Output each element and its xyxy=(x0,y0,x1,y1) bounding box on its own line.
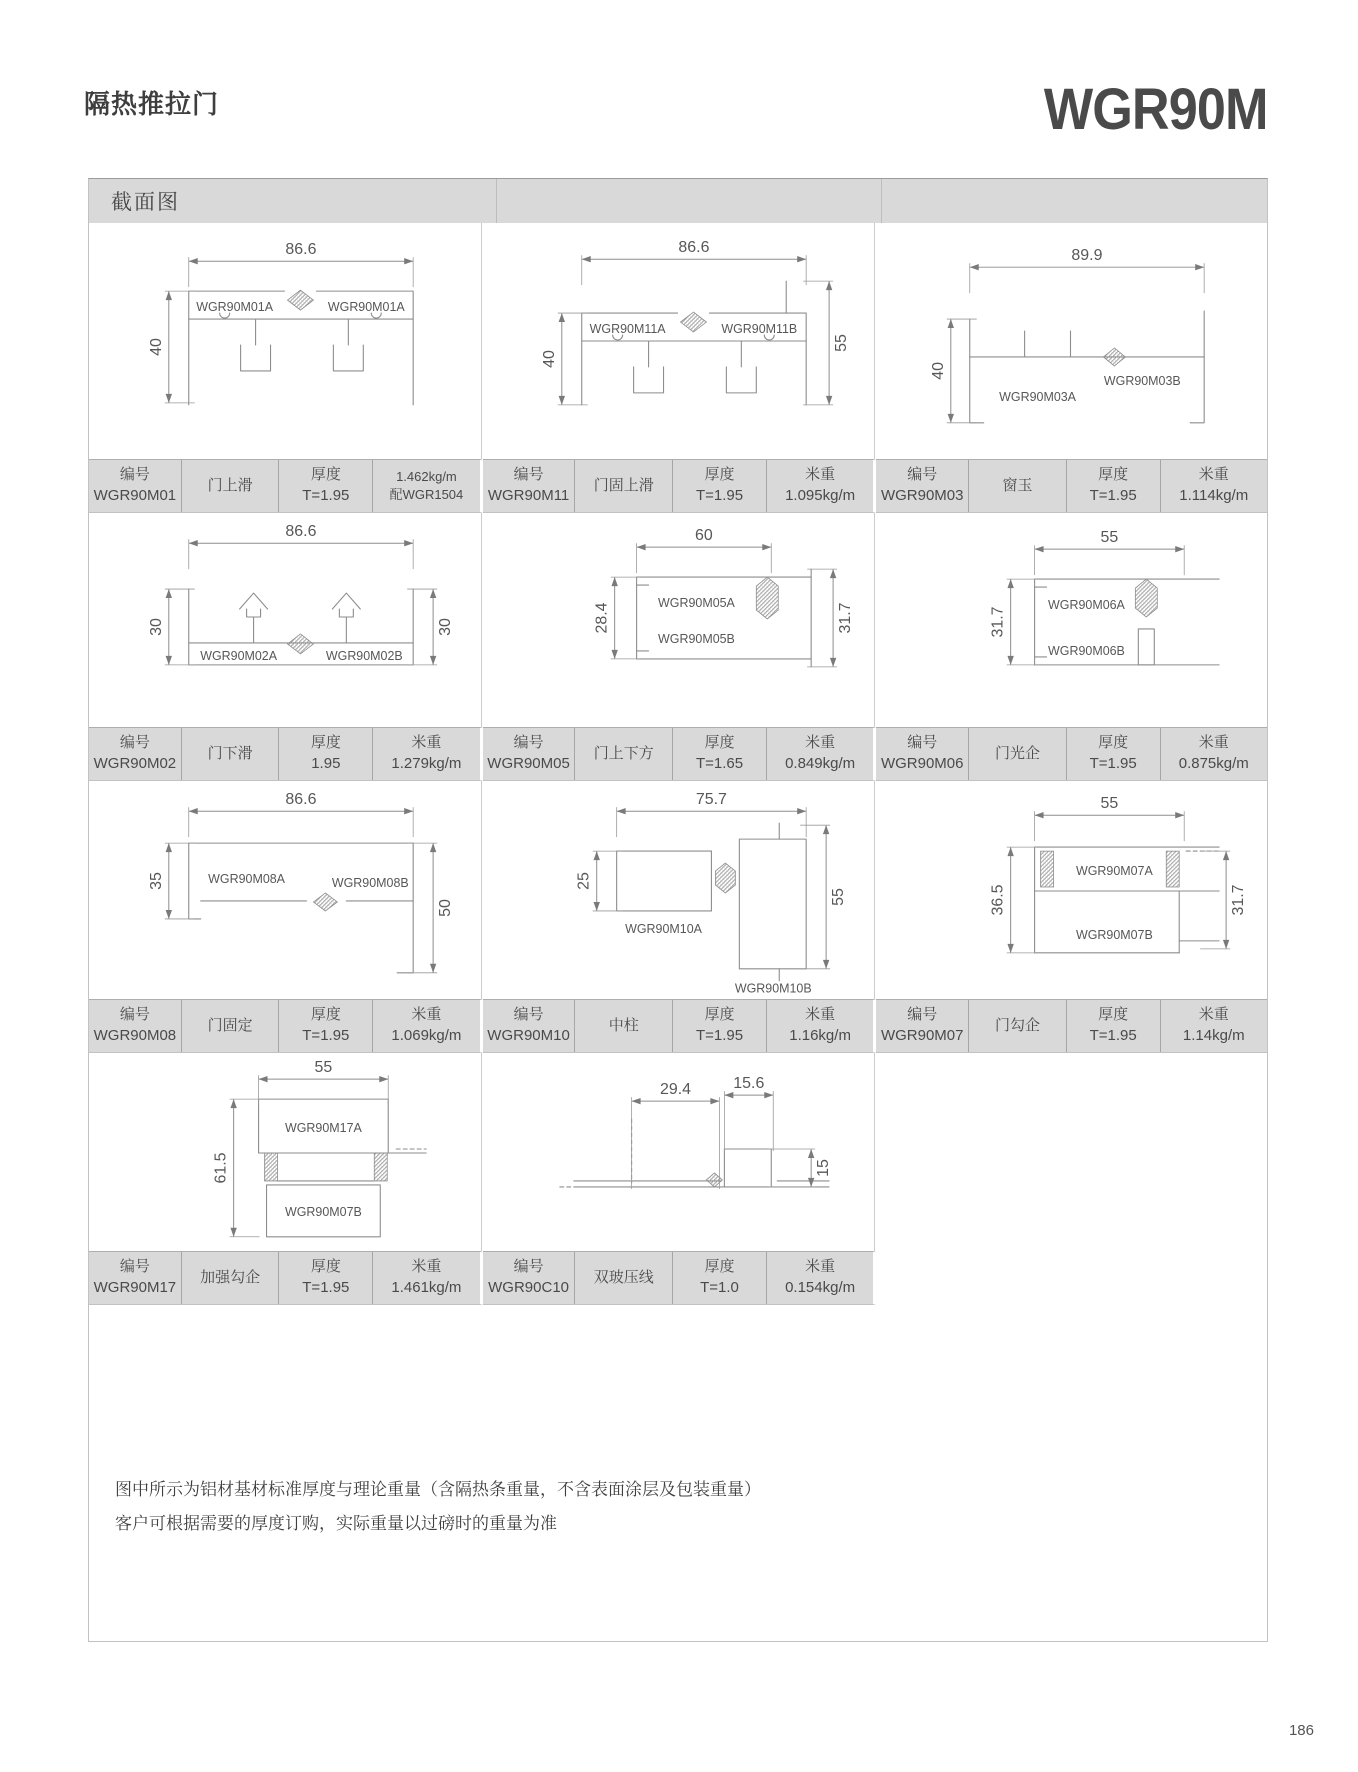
spec-group xyxy=(876,999,1267,1053)
name-cell xyxy=(574,1252,672,1304)
weight-cell xyxy=(766,1000,873,1052)
section-header: 截面图 xyxy=(111,191,180,214)
dimension-value: 55 xyxy=(830,888,848,906)
cell-text: 厚度 xyxy=(704,734,735,752)
drawing-cell xyxy=(482,223,875,459)
cell-text: 门固上滑 xyxy=(593,476,654,494)
cell-text: 1.095kg/m xyxy=(785,487,856,504)
drawing-row xyxy=(89,1053,1267,1251)
drawing-cell xyxy=(875,1053,1267,1251)
cell-text: 编号 xyxy=(119,1258,150,1276)
profile-label: WGR90M06B xyxy=(1048,643,1125,658)
profile-label: WGR90M03A xyxy=(999,389,1076,404)
name-cell xyxy=(574,1000,672,1052)
weight-cell xyxy=(372,1252,479,1304)
spec-row xyxy=(89,999,1267,1053)
dimension-value: 75.7 xyxy=(695,791,727,809)
dimension-value: 40 xyxy=(147,338,165,356)
cell-text: 门上下方 xyxy=(593,744,654,762)
spec-row xyxy=(89,1251,1267,1305)
weight-cell xyxy=(766,1252,873,1304)
cell-text: 0.849kg/m xyxy=(785,755,856,772)
cell-text: 米重 xyxy=(805,466,836,484)
cell-text: 窗玉 xyxy=(1002,476,1033,494)
drawing-cell xyxy=(482,781,875,999)
cell-text: 米重 xyxy=(411,1258,442,1276)
dimension-value: 31.7 xyxy=(989,606,1007,638)
drawing-row xyxy=(89,223,1267,459)
dimension-value: 86.6 xyxy=(285,523,317,541)
footnotes xyxy=(89,1305,1267,1541)
table-header-cell xyxy=(497,179,883,223)
spec-group xyxy=(483,999,877,1053)
dimension-value: 55 xyxy=(1100,795,1119,813)
profile-label: WGR90M03B xyxy=(1103,373,1181,388)
dimension-value: 50 xyxy=(437,899,455,917)
cell-text: 米重 xyxy=(1198,1006,1229,1024)
cell-text: WGR90M05 xyxy=(487,755,570,772)
table-header-row xyxy=(89,179,1267,223)
profile-label: WGR90M05A xyxy=(658,596,735,611)
profile-label: WGR90M06A xyxy=(1048,598,1125,613)
table-header-cell xyxy=(882,179,1267,223)
page-number: 186 xyxy=(1288,1722,1314,1739)
dimension-value: 55 xyxy=(314,1059,333,1077)
cell-text: 厚度 xyxy=(704,1006,735,1024)
cell-text: 1.114kg/m xyxy=(1179,487,1249,504)
code-cell xyxy=(89,1000,181,1052)
cell-text: 门下滑 xyxy=(207,744,253,762)
cell-text: 1.462kg/m xyxy=(396,468,457,484)
code-cell xyxy=(89,460,181,512)
cell-text: 编号 xyxy=(119,466,150,484)
dimension-value: 31.7 xyxy=(1230,884,1248,916)
cell-text: T=1.95 xyxy=(695,487,744,504)
spec-row xyxy=(89,459,1267,513)
dimension-value: 28.4 xyxy=(593,602,611,634)
cell-text: 编号 xyxy=(119,734,150,752)
cell-text: T=1.95 xyxy=(302,487,350,504)
dimension-value: 30 xyxy=(147,618,165,636)
cell-text: 双玻压线 xyxy=(593,1268,654,1286)
code-cell xyxy=(483,460,575,512)
dimension-value: 89.9 xyxy=(1071,247,1103,265)
cell-text: 编号 xyxy=(513,1006,544,1024)
cell-text: 编号 xyxy=(513,466,544,484)
code-cell xyxy=(483,728,575,780)
profile-label: WGR90M10B xyxy=(734,981,812,996)
spec-group xyxy=(876,727,1267,781)
table-body xyxy=(89,223,1267,1305)
cell-text: WGR90M06 xyxy=(880,755,964,772)
profile-drawing xyxy=(89,223,481,459)
code-cell xyxy=(876,1000,968,1052)
profile-label: WGR90M11B xyxy=(721,322,798,337)
cell-text: 编号 xyxy=(119,1006,150,1024)
cell-text: 编号 xyxy=(907,1006,938,1024)
cell-text: WGR90M08 xyxy=(93,1027,177,1044)
cell-text: 1.95 xyxy=(311,755,341,772)
profile-label: WGR90M11A xyxy=(589,322,666,337)
dimension-value: 35 xyxy=(147,872,165,890)
drawing-cell xyxy=(89,513,482,727)
cell-text: 门固定 xyxy=(207,1016,253,1034)
cell-text: WGR90M03 xyxy=(880,487,964,504)
drawing-cell xyxy=(482,513,875,727)
cell-text: 编号 xyxy=(513,1258,544,1276)
code-cell xyxy=(483,1000,575,1052)
drawing-row xyxy=(89,781,1267,999)
cell-text: WGR90M01 xyxy=(93,487,177,504)
profile-drawing xyxy=(89,1053,481,1251)
cell-text: T=1.95 xyxy=(1089,755,1137,772)
profile-drawing xyxy=(875,781,1267,999)
cell-text: T=1.95 xyxy=(302,1279,350,1296)
thickness-cell xyxy=(278,1252,372,1304)
drawing-cell xyxy=(482,1053,875,1251)
weight-cell xyxy=(372,460,479,512)
profile-label: WGR90M08B xyxy=(331,876,409,891)
drawing-cell xyxy=(89,1053,482,1251)
cell-text: 厚度 xyxy=(310,1258,341,1276)
weight-cell xyxy=(372,1000,479,1052)
thickness-cell xyxy=(278,728,372,780)
spec-group xyxy=(89,727,483,781)
weight-cell xyxy=(1160,1000,1267,1052)
dimension-value: 86.6 xyxy=(678,239,710,257)
cell-text: 1.14kg/m xyxy=(1182,1027,1245,1044)
name-cell xyxy=(181,728,279,780)
cell-text: 米重 xyxy=(411,1006,442,1024)
thickness-cell xyxy=(672,1252,766,1304)
cell-text: T=1.0 xyxy=(700,1279,739,1296)
dimension-value: 40 xyxy=(929,362,947,380)
name-cell xyxy=(181,1252,279,1304)
cell-text: 门勾企 xyxy=(994,1016,1040,1034)
cell-text: 0.875kg/m xyxy=(1178,755,1249,772)
dimension-value: 15.6 xyxy=(733,1075,765,1093)
profile-label: WGR90M01A xyxy=(327,300,405,315)
code-cell xyxy=(876,460,968,512)
note-line: 图中所示为铝材基材标准厚度与理论重量（含隔热条重量，不含表面涂层及包装重量） xyxy=(115,1480,761,1499)
spec-group xyxy=(483,727,877,781)
cell-text: 厚度 xyxy=(704,1258,735,1276)
cell-text: 厚度 xyxy=(310,734,341,752)
name-cell xyxy=(574,460,672,512)
drawing-row xyxy=(89,513,1267,727)
dimension-value: 86.6 xyxy=(285,241,317,259)
spec-group xyxy=(89,999,483,1053)
weight-cell xyxy=(1160,728,1267,780)
profile-drawing xyxy=(875,223,1267,459)
dimension-value: 31.7 xyxy=(837,602,855,634)
cell-text: 1.16kg/m xyxy=(789,1027,851,1044)
cell-text: T=1.95 xyxy=(1089,487,1137,504)
profile-label: WGR90M02B xyxy=(325,648,403,663)
cell-text: 米重 xyxy=(1198,734,1229,752)
note-line: 客户可根据需要的厚度订购，实际重量以过磅时的重量为准 xyxy=(115,1514,557,1533)
cell-text: T=1.95 xyxy=(1089,1027,1137,1044)
thickness-cell xyxy=(278,1000,372,1052)
spec-group xyxy=(89,459,483,513)
cell-text: 门光企 xyxy=(994,744,1040,762)
name-cell xyxy=(181,460,279,512)
spec-group xyxy=(876,459,1267,513)
cell-text: 0.154kg/m xyxy=(785,1279,856,1296)
dimension-value: 40 xyxy=(540,350,558,368)
cell-text: T=1.65 xyxy=(695,755,744,772)
cell-text: 加强勾企 xyxy=(200,1268,261,1286)
cell-text: 厚度 xyxy=(1098,1006,1129,1024)
thickness-cell xyxy=(672,1000,766,1052)
cell-text: 编号 xyxy=(907,466,938,484)
profile-label: WGR90M10A xyxy=(625,921,702,936)
profile-label: WGR90M02A xyxy=(200,648,278,663)
spec-group-empty xyxy=(876,1251,1267,1305)
cell-text: 门上滑 xyxy=(207,476,253,494)
cell-text: WGR90M11 xyxy=(487,487,570,504)
dimension-value: 30 xyxy=(437,618,455,636)
profile-label: WGR90M07A xyxy=(1075,864,1153,879)
weight-cell xyxy=(766,728,873,780)
drawing-cell xyxy=(875,513,1267,727)
profile-drawing xyxy=(482,1053,874,1251)
name-cell xyxy=(968,728,1066,780)
dimension-value: 61.5 xyxy=(212,1152,230,1184)
page-title: 隔热推拉门 xyxy=(84,89,220,119)
dimension-value: 86.6 xyxy=(285,791,317,809)
thickness-cell xyxy=(672,728,766,780)
drawing-cell xyxy=(875,223,1267,459)
thickness-cell xyxy=(278,460,372,512)
cell-text: 米重 xyxy=(411,734,442,752)
cell-text: WGR90M07 xyxy=(880,1027,964,1044)
model-code: WGR90M xyxy=(1044,77,1268,142)
name-cell xyxy=(181,1000,279,1052)
profile-label: WGR90M05B xyxy=(658,631,735,646)
thickness-cell xyxy=(1066,1000,1160,1052)
weight-cell xyxy=(766,460,873,512)
thickness-cell xyxy=(1066,460,1160,512)
profile-drawing xyxy=(482,781,874,999)
cell-text: 厚度 xyxy=(310,466,341,484)
cell-text: WGR90M02 xyxy=(93,755,177,772)
cell-text: WGR90M17 xyxy=(93,1279,177,1296)
dimension-value: 25 xyxy=(575,872,593,890)
cell-text: 厚度 xyxy=(310,1006,341,1024)
spec-group xyxy=(89,1251,483,1305)
cell-text: 厚度 xyxy=(1098,734,1129,752)
spec-group xyxy=(483,1251,877,1305)
name-cell xyxy=(968,1000,1066,1052)
name-cell xyxy=(968,460,1066,512)
code-cell xyxy=(483,1252,575,1304)
cell-text: T=1.95 xyxy=(695,1027,744,1044)
profile-label: WGR90M07B xyxy=(1075,927,1153,942)
profile-label: WGR90M07B xyxy=(284,1204,362,1219)
spec-group xyxy=(483,459,877,513)
dimension-value: 29.4 xyxy=(659,1081,692,1099)
profile-label: WGR90M08A xyxy=(208,872,286,887)
thickness-cell xyxy=(1066,728,1160,780)
dimension-value: 60 xyxy=(695,527,713,545)
cell-text: 厚度 xyxy=(704,466,735,484)
spec-row xyxy=(89,727,1267,781)
code-cell xyxy=(89,1252,181,1304)
profile-drawing xyxy=(875,513,1267,727)
table-header-cell xyxy=(89,179,497,223)
dimension-value: 55 xyxy=(833,334,851,352)
profile-drawing xyxy=(482,513,874,727)
profile-drawing xyxy=(89,781,481,999)
cell-text: 编号 xyxy=(907,734,938,752)
profile-drawing xyxy=(482,223,874,459)
drawing-cell xyxy=(89,223,482,459)
cell-text: 配WGR1504 xyxy=(389,487,464,502)
profile-table xyxy=(88,178,1268,1642)
cell-text: 米重 xyxy=(805,1006,836,1024)
cell-text: 米重 xyxy=(805,734,836,752)
thickness-cell xyxy=(672,460,766,512)
cell-text: 米重 xyxy=(1198,466,1229,484)
weight-cell xyxy=(372,728,479,780)
dimension-value: 36.5 xyxy=(989,884,1007,916)
cell-text: T=1.95 xyxy=(302,1027,350,1044)
code-cell xyxy=(876,728,968,780)
code-cell xyxy=(89,728,181,780)
weight-cell xyxy=(1160,460,1267,512)
cell-text: 米重 xyxy=(805,1258,836,1276)
drawing-cell xyxy=(89,781,482,999)
profile-label: WGR90M01A xyxy=(196,300,274,315)
profile-label: WGR90M17A xyxy=(284,1121,362,1136)
cell-text: 1.069kg/m xyxy=(391,1027,462,1044)
drawing-cell xyxy=(875,781,1267,999)
cell-text: 中柱 xyxy=(608,1016,639,1034)
name-cell xyxy=(574,728,672,780)
cell-text: WGR90M10 xyxy=(487,1027,570,1044)
cell-text: 编号 xyxy=(513,734,544,752)
dimension-value: 55 xyxy=(1100,529,1119,547)
cell-text: 1.461kg/m xyxy=(391,1279,462,1296)
profile-drawing xyxy=(89,513,481,727)
cell-text: WGR90C10 xyxy=(488,1279,569,1296)
cell-text: 厚度 xyxy=(1098,466,1129,484)
dimension-value: 15 xyxy=(815,1159,833,1177)
cell-text: 1.279kg/m xyxy=(391,755,462,772)
